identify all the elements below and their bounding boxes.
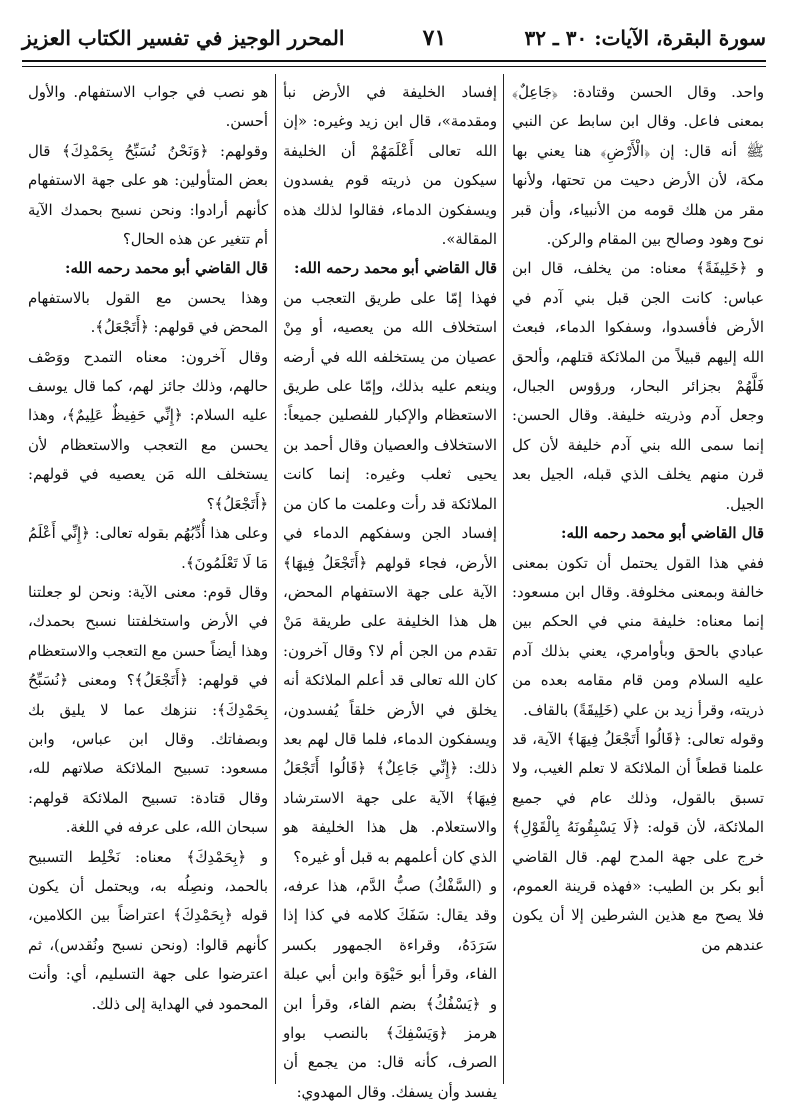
paragraph: وقال آخرون: معناه التمدح ووَصْف حالهم، وذلك جائز لهم، كما قال يوسف عليه السلام: ﴿إِنِّي حَفِيظٌ عَلِيمٌ﴾، وهذا يحسن مع التعجب والاستعظام لأن يستخلف الله مَن يعصيه في قولهم: ﴿أَتَجْعَلُ﴾؟ (28, 348, 268, 513)
paragraph: و ﴿خَلِيفَةً﴾ معناه: من يخلف، قال ابن عباس: كانت الجن قبل بني آدم في الأرض فأفسدوا، وسفكوا الدماء، فبعث الله إليهم قبيلاً من الملائكة قتلهم، وألحق فَلَّهُمْ بجزائر البحار، ورؤوس الجبال، وجعل آدم وذريته خليفة. وقال الحسن: إنما سمى الله بني آدم خليفة لأن كل قرن منهم يخلف الذي قبله، الجيل بعد الجيل. (512, 260, 764, 513)
page-header (22, 18, 766, 58)
paragraph: فهذا إمّا على طريق التعجب من استخلاف الله من يعصيه، أو مِنْ عصيان من يستخلفه الله في أرضه وينعم عليه بذلك، وإمّا على طريق الاستعظام والإكبار للفصلين جميعاً: الاستخلاف والعصيان وقال أحمد بن يحيى ثعلب وغيره: إنما كانت الملائكة قد رأت وعلمت ما كان من إفساد الجن وسفكهم الدماء في الأرض، فجاء قولهم ﴿أَتَجْعَلُ فِيهَا﴾ الآية على جهة الاستفهام المحض، هل هذا الخليفة على طريقة مَنْ تقدم من الجن أم لا؟ وقال آخرون: كان الله تعالى قد أعلم الملائكة أنه يخلق في الأرض خلقاً يُفسدون، ويسفكون الدماء، فلما قال لهم بعد ذلك: ﴿إِنِّي جَاعِلٌ﴾ ﴿قَالُوا أَتَجْعَلُ فِيهَا﴾ الآية على جهة الاسترشاد والاستعلام. هل هذا الخليفة هو الذي كان أعلمهم به قبل أو غيره؟ (283, 289, 497, 866)
paragraph: ففي هذا القول يحتمل أن تكون بمعنى خالفة وبمعنى مخلوفة. وقال ابن مسعود: إنما معناه: خليفة مني في الحكم بين عبادي بالحق وبأوامري، يعني بذلك آدم عليه السلام ومن قام مقامه بعده من ذريته، وقرأ زيد بن علي (خَلِيقَةً) بالقاف. (512, 554, 764, 719)
page-number: ٧١ (422, 25, 447, 51)
paragraph: وقوله تعالى: ﴿قَالُوا أَتَجْعَلُ فِيهَا﴾ الآية، قد علمنا قطعاً أن الملائكة لا تعلم الغيب، ولا تسبق بالقول، وذلك عام في جميع الملائكة، لأن قوله: ﴿لَا يَسْبِقُونَهُ بِالْقَوْلِ﴾ خرج على جهة المدح لهم. قال القاضي أبو بكر بن الطيب: «فهذه قرينة العموم، فلا يصح مع هذين الشرطين إلا أن يكون عندهم من (512, 730, 764, 954)
header-rule (22, 60, 766, 67)
paragraph: واحد. وقال الحسن وقتادة: ﴿جَاعِلٌ﴾ بمعنى فاعل. وقال ابن سابط عن النبي ﷺ أنه قال: إن ﴿الْأَرْضِ﴾ هنا يعني بها مكة، لأن الأرض دحيت من تحتها، ولأنها مقر من هلك قومه من الأنبياء، وأن قبر نوح وهود وصالح بين المقام والركن. (512, 84, 764, 249)
paragraph: و ﴿بِحَمْدِكَ﴾ معناه: نَخْلِط التسبيح بالحمد، ونصِلُه به، ويحتمل أن يكون قوله ﴿بِحَمْدِكَ﴾ اعتراضاً بين الكلامين، كأنهم قالوا: (ونحن نسبح ونُقدس)، ثم اعترضوا على جهة التسليم، أي: وأنت المحمود في الهداية إلى ذلك. (28, 848, 268, 1013)
section-heading: قال القاضي أبو محمد رحمه الله: (65, 260, 268, 278)
paragraph: وعلى هذا أُدِّبُهُم بقوله تعالى: ﴿إِنِّي أَعْلَمُ مَا لَا تَعْلَمُونَ﴾. (28, 525, 268, 572)
book-title: المحرر الوجيز في تفسير الكتاب العزيز (22, 26, 345, 50)
paragraph: وهذا يحسن مع القول بالاستفهام المحض في قولهم: ﴿أَتَجْعَلُ﴾. (28, 289, 268, 337)
section-heading: قال القاضي أبو محمد رحمه الله: (294, 260, 497, 278)
column-divider (275, 74, 276, 1084)
paragraph: هو نصب في جواب الاستفهام. والأول أحسن. (28, 84, 268, 131)
column-divider (503, 74, 504, 1084)
text-column-right (512, 78, 764, 1088)
text-column-left (28, 78, 268, 1088)
text-column-middle (283, 78, 497, 1101)
paragraph: إفساد الخليفة في الأرض نبأ ومقدمة»، قال ابن زيد وغيره: «إن الله تعالى أَعْلَمَهُمْ أن الخليفة سيكون من ذريته قوم يفسدون ويسفكون الدماء، فقالوا لذلك هذه المقالة». (283, 84, 497, 249)
paragraph: وقال قوم: معنى الآية: ونحن لو جعلتنا في الأرض واستخلفتنا نسبح بحمدك، وهذا أيضاً حسن مع التعجب والاستعظام في قولهم: ﴿أَتَجْعَلُ﴾؟ ومعنى ﴿نُسَبِّحُ بِحَمْدِكَ﴾: ننزهك عما لا يليق بك وبصفاتك. وقال ابن عباس، وابن مسعود: تسبيح الملائكة صلاتهم لله، وقال قتادة: تسبيح الملائكة قولهم: سبحان الله، على عرفه في اللغة. (28, 583, 268, 837)
paragraph: وقولهم: ﴿وَنَحْنُ نُسَبِّحُ بِحَمْدِكَ﴾ قال بعض المتأولين: هو على جهة الاستفهام كأنهم أرادوا: ونحن نسبح بحمدك الآية أم تتغير عن هذه الحال؟ (28, 142, 268, 249)
surah-reference: سورة البقرة، الآيات: ٣٠ ـ ٣٢ (524, 26, 766, 50)
section-heading: قال القاضي أبو محمد رحمه الله: (561, 525, 764, 543)
paragraph: و (السَّفْكُ) صبُّ الدَّم، هذا عرفه، وقد يقال: سَفَكَ كلامه في كذا إذا سَرَدَهُ، وقراءة الجمهور بكسر الفاء، وقرأ أبو حَيْوَة وابن أبي عبلة و ﴿يَسْفُكُ﴾ بضم الفاء، وقرأ ابن هرمز ﴿وَيَسْفِكَ﴾ بالنصب بواو الصرف، كأنه قال: من يجمع أن يفسد وأن يسفك. وقال المهدوي: (283, 877, 497, 1101)
